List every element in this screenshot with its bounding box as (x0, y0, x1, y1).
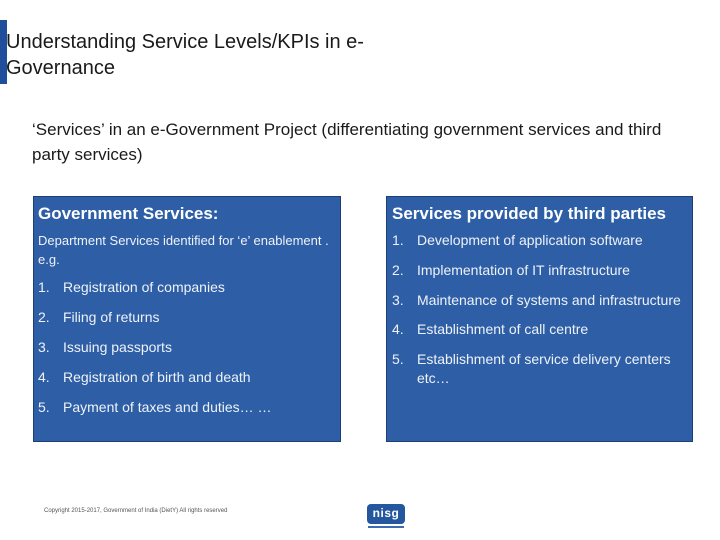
list-item: 4. Establishment of call centre (392, 321, 589, 337)
list-item: 3. Maintenance of systems and infrastructure (392, 292, 681, 308)
logo-underline (368, 526, 404, 528)
panel-description: Department Services identified for ‘e’ enablement . e.g. (38, 233, 329, 267)
list-item: 1. Development of application software (392, 232, 643, 248)
panel-heading: Government Services: (38, 204, 219, 223)
third-party-services-list (392, 231, 687, 388)
list-item: 3. Issuing passports (38, 339, 172, 355)
list-item: 4. Registration of birth and death (38, 369, 251, 385)
slide-title: Understanding Service Levels/KPIs in e-Governance (6, 31, 364, 79)
panel-heading: Services provided by third parties (392, 204, 666, 223)
copyright-notice: Copyright 2015-2017, Government of India (DietY) All rights reserved (44, 508, 228, 514)
third-party-services-panel (386, 196, 693, 442)
slide-subtitle: ‘Services’ in an e-Government Project (differentiating government services and third party services) (32, 120, 662, 164)
logo-text: nisg (372, 506, 400, 520)
list-item: 5. Payment of taxes and duties… … (38, 399, 272, 415)
list-item: 2. Implementation of IT infrastructure (392, 262, 630, 278)
nisg-logo (367, 504, 405, 524)
list-item: 5. Establishment of service delivery centers etc… (392, 351, 671, 386)
list-item: 1. Registration of companies (38, 279, 225, 295)
list-item: 2. Filing of returns (38, 309, 160, 325)
government-services-panel (33, 196, 341, 442)
government-services-list (38, 278, 335, 417)
